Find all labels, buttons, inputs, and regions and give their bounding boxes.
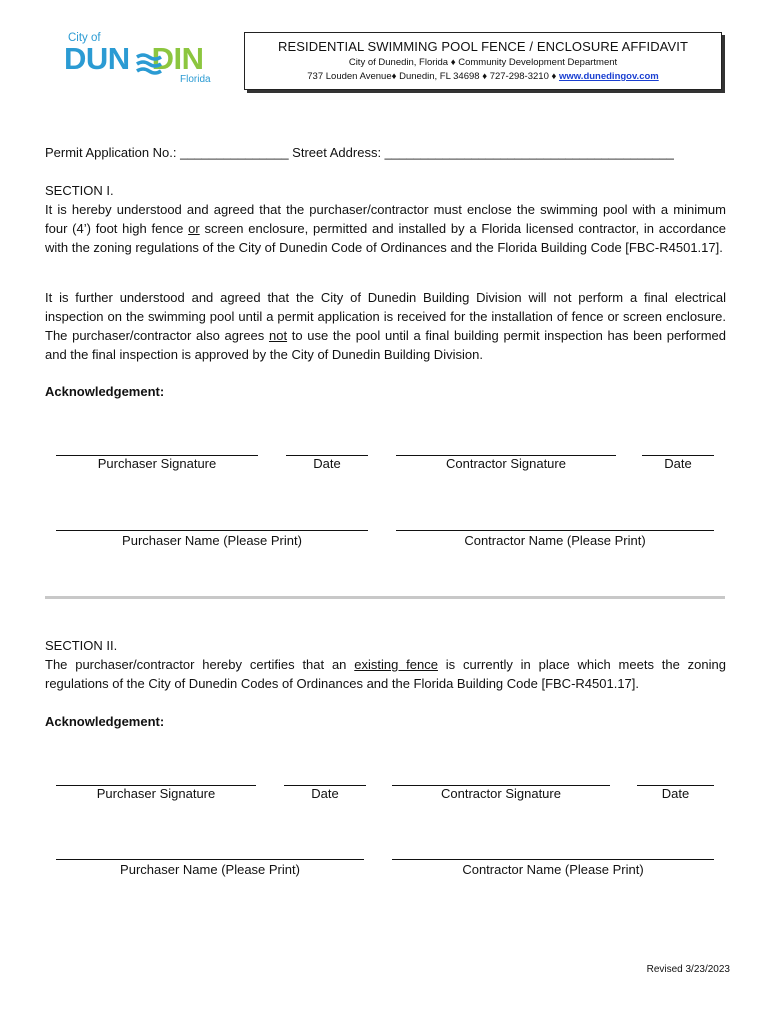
logo-name-left: DUN [64,41,130,76]
s1p1-or: or [188,221,200,236]
s2-purchaser-date-label: Date [311,786,339,801]
section-divider [45,596,725,599]
form-title: RESIDENTIAL SWIMMING POOL FENCE / ENCLOSURE AFFIDAVIT [277,39,689,54]
s1-purchaser-signature-label: Purchaser Signature [97,456,217,471]
wave-icon [136,52,162,76]
s1-contractor-date-label: Date [664,456,692,471]
address-text: 737 Louden Avenue♦ Dunedin, FL 34698 ♦ 727-298-3210 ♦ [307,71,559,82]
logo-name-right: DIN [151,41,204,76]
website-link[interactable]: www.dunedingov.com [558,71,659,82]
s2p1-part-b: is currently in place which meets the zoning regulations of the City of Dunedin Codes of Ordinances and the Florida Building Code [FBC-R4501.17]. [45,657,726,691]
s2-contractor-date-label: Date [661,786,690,801]
s1-purchaser-date-label: Date [313,456,341,471]
city-logo [62,32,222,88]
section-1-paragraph-1 [45,200,726,257]
s1p2-part-b: to use the pool until a final building permit inspection has been performed and the final inspection is approved by the City of Dunedin Building Division. [45,328,726,362]
s1p1-part-b: screen enclosure, permitted and installed by a Florida licensed contractor, in accordance with the zoning regulations of the City of Dunedin Code of Ordinances and the Florida Building Code [FBC-R4501.17]. [45,221,726,255]
s2p1-part-a: The purchaser/contractor hereby certifies that an [45,657,355,672]
logo-wordmark [64,42,204,76]
s2-contractor-name-label: Contractor Name (Please Print) [462,862,644,877]
section-1-heading: SECTION I. [45,183,114,198]
section-2-acknowledgement: Acknowledgement: [45,714,165,729]
s2-contractor-name-line[interactable] [392,859,714,860]
s2-purchaser-signature-label: Purchaser Signature [96,786,216,801]
s1-contractor-name-label: Contractor Name (Please Print) [464,533,646,548]
permit-address-line[interactable]: Permit Application No.: _______________ Street Address: ________________________________________ [45,145,674,160]
address-line [245,71,721,82]
s2-purchaser-name-line[interactable] [56,859,364,860]
s1-contractor-name-line[interactable] [396,530,714,531]
logo-city-of: City of [68,32,101,44]
section-2-heading: SECTION II. [45,638,118,653]
department-line: City of Dunedin, Florida ♦ Community Development Department [348,57,618,68]
s1p2-part-a: It is further understood and agreed that the City of Dunedin Building Division will not perform a final electrical inspection on the swimming pool until a permit application is received for the installation of fence or screen enclosure. The purchaser/contractor also agrees [45,290,726,343]
s1p2-not: not [268,328,288,343]
s2-purchaser-name-label: Purchaser Name (Please Print) [120,862,300,877]
s1p1-part-a: It is hereby understood and agreed that the purchaser/contractor must enclose the swimming pool with a minimum four (4’) foot high fence [45,202,726,236]
s1-purchaser-name-label: Purchaser Name (Please Print) [122,533,302,548]
s2-contractor-signature-label: Contractor Signature [441,786,561,801]
revision-date: Revised 3/23/2023 [646,964,730,975]
s1-purchaser-name-line[interactable] [56,530,368,531]
s1-contractor-signature-label: Contractor Signature [446,456,566,471]
section-1-acknowledgement: Acknowledgement: [45,384,165,399]
section-2-paragraph [45,655,726,693]
section-1-paragraph-2 [45,288,726,364]
form-header [244,32,722,90]
s2p1-existing-fence: existing fence [354,657,438,672]
logo-state: Florida [180,74,211,85]
